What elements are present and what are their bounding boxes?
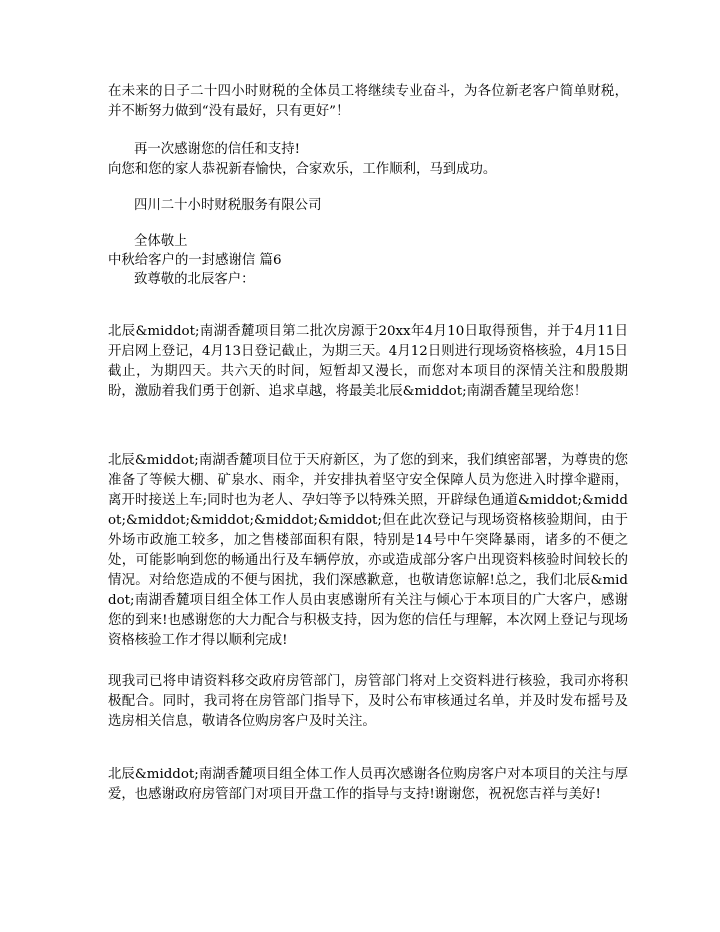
paragraph-new-year-wishes: 向您和您的家人恭祝新春愉快，合家欢乐，工作顺利，马到成功。 [108, 162, 497, 177]
section-heading: 中秋给客户的一封感谢信 篇6 [108, 253, 282, 268]
paragraph-thanks-again: 再一次感谢您的信任和支持! [134, 142, 301, 157]
paragraph-on-site-arrangements: 北辰&middot;南湖香麓项目位于天府新区，为了您的到来，我们缜密部署，为尊贵的您准备了等候大棚、矿泉水、雨伞，并安排执着坚守安全保障人员为您进入时撑伞避雨，离开时接送上车;同时也为老人、孕妇等予以特殊关照，开辟绿色通道&middot;&middot;&middot;&middot;&middot;&middot;但在此次登记与现场资格核验期间，由于外场市政施工较多，加之售楼部面积有限，特别是14号中午突降暴雨，诸多的不便之处，可能影响到您的畅通出行及车辆停放，亦或造成部分客户出现资料核验时间较长的情况。对给您造成的不便与困扰，我们深感歉意，也敬请您谅解!总之，我们北辰&middot;南湖香麓项目组全体工作人员由衷感谢所有关注与倾心于本项目的广大客户，感谢您的到来!也感谢您的大力配合与积极支持，因为您的信任与理解，本次网上登记与现场资格核验工作才得以顺利完成! [108, 453, 628, 648]
salutation: 致尊敬的北辰客户： [134, 272, 255, 287]
paragraph-registration-info: 北辰&middot;南湖香麓项目第二批次房源于20xx年4月10日取得预售，并于4月11日开启网上登记，4月13日登记截止，为期三天。4月12日则进行现场资格核验，4月15日截止，为期四天。共六天的时间，短暂却又漫长，而您对本项目的深情关注和殷殷期盼，激励着我们勇于创新、追求卓越，将最美北辰&middot;南湖香麓呈现给您！ [108, 324, 628, 399]
paragraph-final-thanks: 北辰&middot;南湖香麓项目组全体工作人员再次感谢各位购房客户对本项目的关注与厚爱，也感谢政府房管部门对项目开盘工作的指导与支持!谢谢您，祝祝您吉祥与美好! [108, 767, 628, 802]
paragraph-closing-commitment: 在未来的日子二十四小时财税的全体员工将继续专业奋斗，为各位新老客户简单财税，并不断努力做到“没有最好，只有更好”！ [108, 84, 628, 119]
paragraph-next-steps: 现我司已将申请资料移交政府房管部门，房管部门将对上交资料进行核验，我司亦将积极配合。同时，我司将在房管部门指导下，及时公布审核通过名单，并及时发布摇号及选房相关信息，敬请各位购房客户及时关注。 [108, 674, 628, 729]
signature-all-staff: 全体敬上 [134, 234, 188, 249]
company-signature: 四川二十小时财税服务有限公司 [134, 198, 322, 213]
